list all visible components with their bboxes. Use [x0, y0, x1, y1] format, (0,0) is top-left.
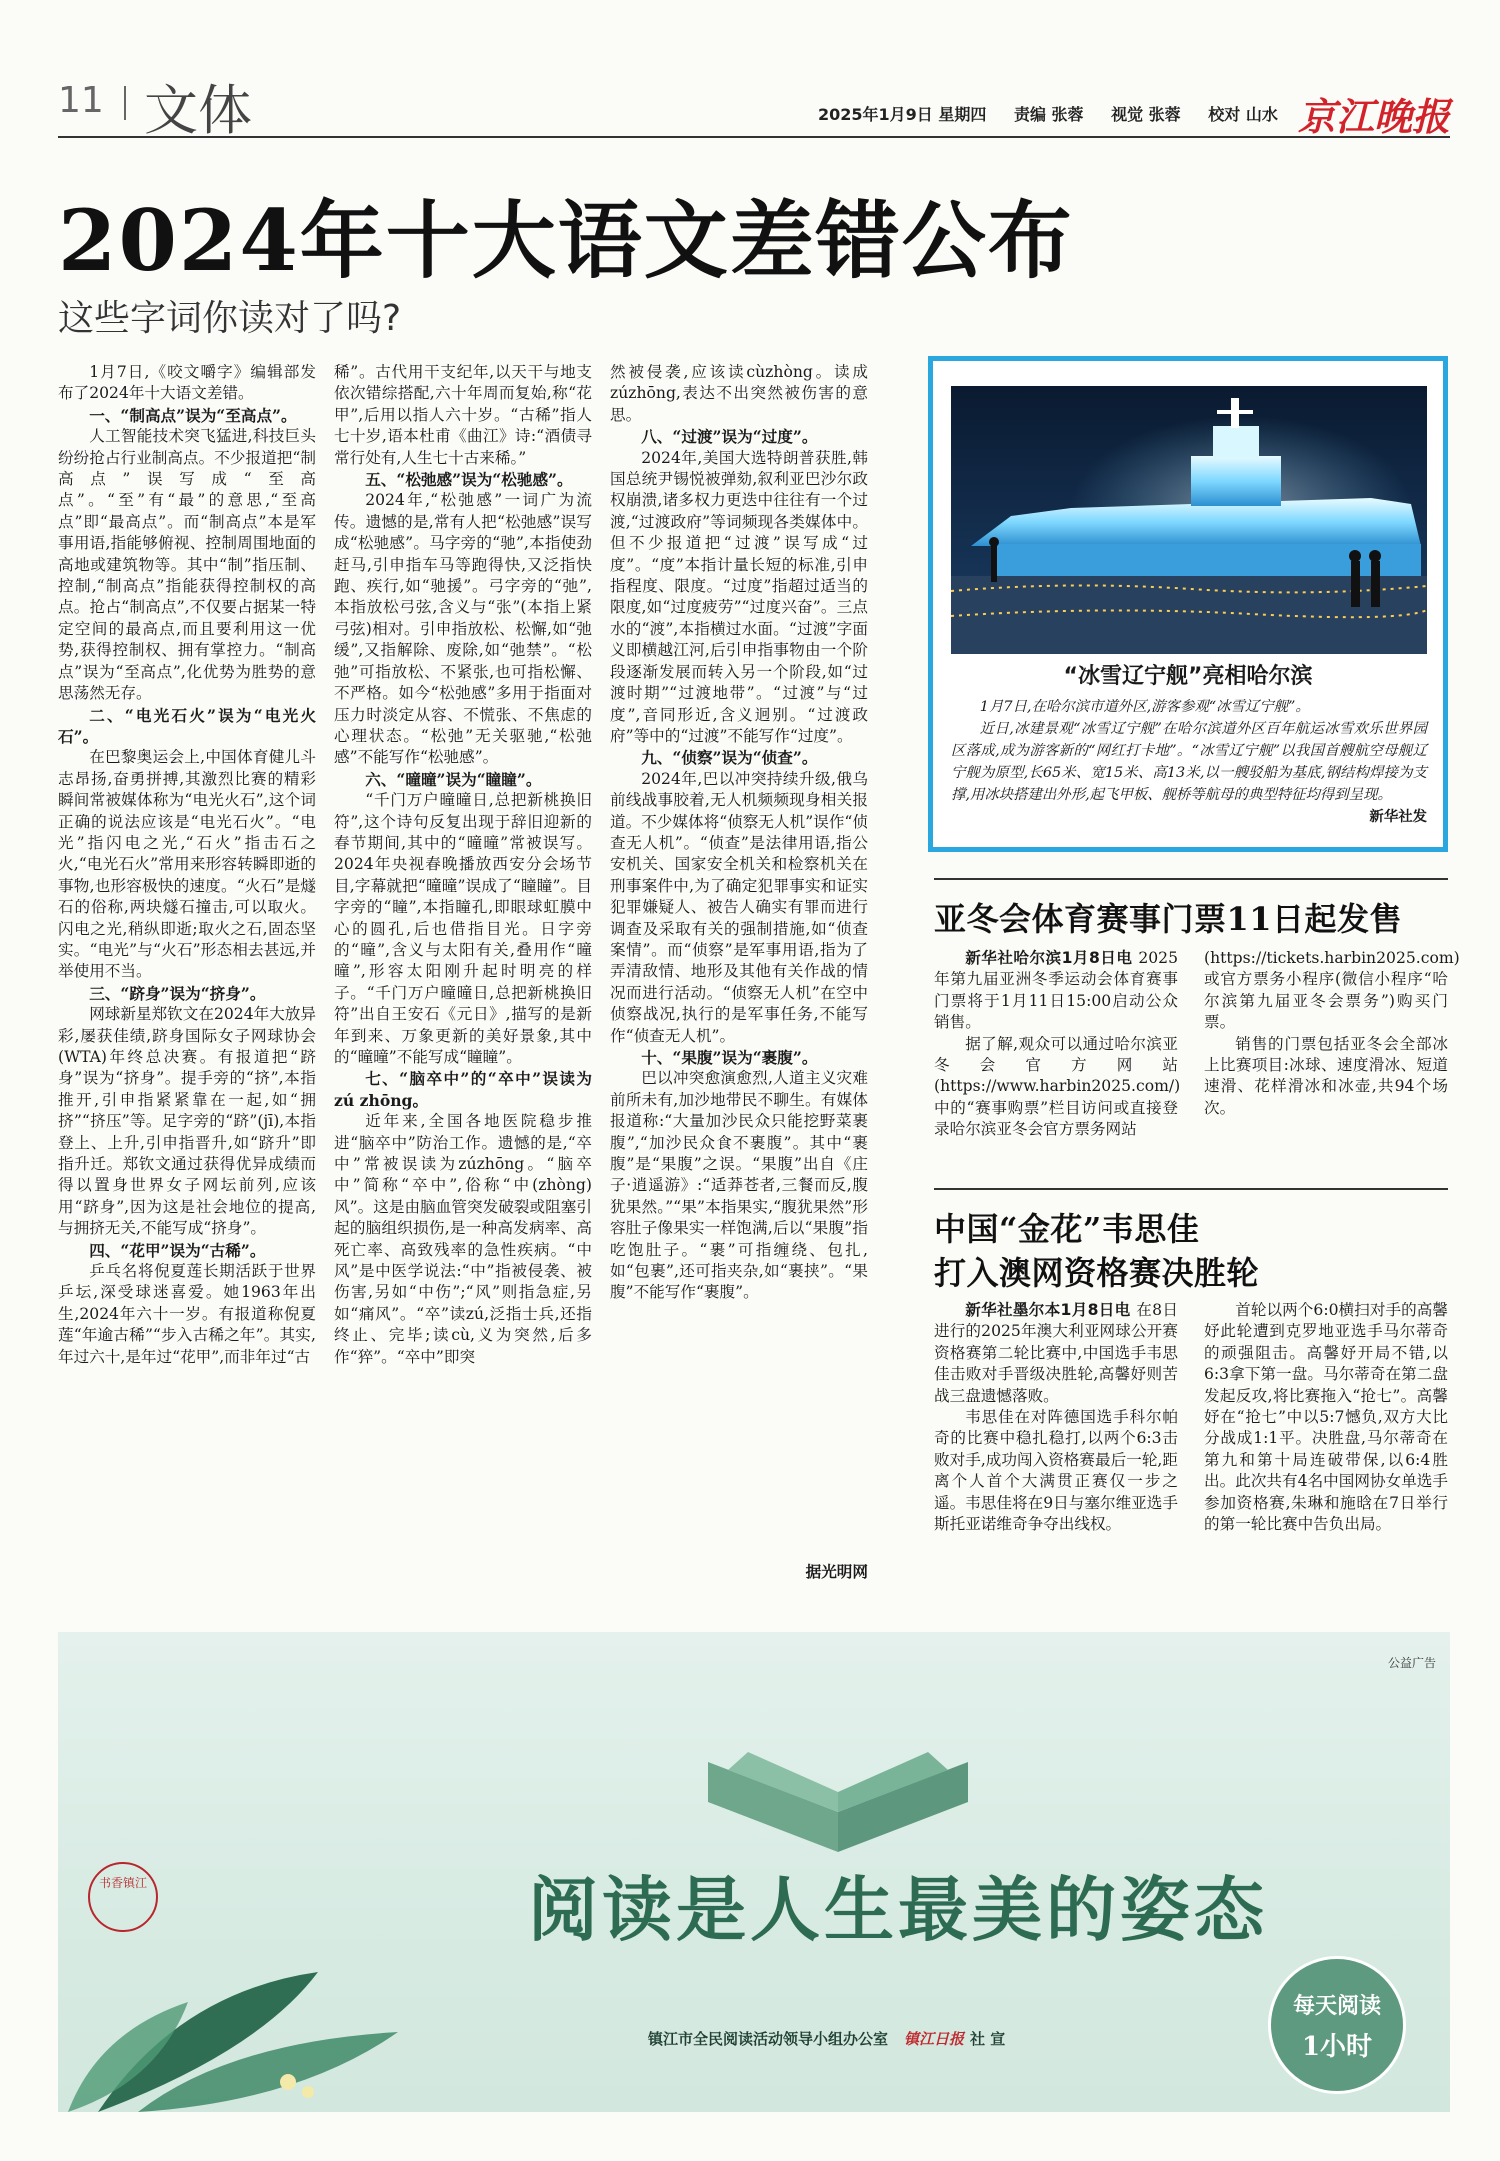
photo-caption-line1: 1月7日,在哈尔滨市道外区,游客参观“冰雪辽宁舰”。	[979, 699, 1310, 715]
story3-column-1	[934, 1300, 1178, 1600]
ice-ship-photo	[951, 386, 1427, 654]
story3-headline-line1: 中国“金花”韦思佳	[934, 1210, 1200, 1248]
story2-top-rule	[934, 878, 1448, 880]
paragraph: 1月7日,《咬文嚼字》编辑部发布了2024年十大语文差错。	[58, 363, 316, 403]
story2-column-1	[934, 948, 1181, 1139]
ad-slogan: 阅读是人生最美的姿态	[528, 1868, 1268, 1951]
paragraph: “千门万户曈曈日,总把新桃换旧符”,这个诗句反复出现于辞旧迎新的春节期间,其中的“曈曈”常被误写。2024年央视春晚播放西安分会场节目,字幕就把“曈曈”误成了“瞳瞳”。目字旁的“瞳”,本指瞳孔,即眼球虹膜中心的圆孔,后也借指目光。日字旁的“曈”,含义与太阳有关,叠用作“曈曈”,形容太阳刚升起时明亮的样子。“千门万户曈曈日,总把新桃换旧符”出自王安石《元日》,描写的是新年到来、万象更新的美好景象,其中的“曈曈”不能写成“瞳瞳”。	[334, 791, 592, 1066]
dateline: 新华社墨尔本1月8日电	[965, 1301, 1137, 1319]
section-heading: 一、“制高点”误为“至高点”。	[89, 405, 297, 425]
section-heading: 八、“过渡”误为“过度”。	[641, 427, 818, 447]
leaf-decoration-icon	[58, 1932, 418, 2112]
page-separator	[124, 86, 126, 120]
ad-footer	[648, 2028, 1005, 2049]
section-heading: 四、“花甲”误为“古稀”。	[89, 1240, 266, 1260]
story2-column-2	[1204, 948, 1460, 1117]
newspaper-logo: 京江晚报	[1297, 94, 1450, 139]
paragraph: 首轮以两个6:0横扫对手的高馨妤此轮遭到克罗地亚选手马尔蒂奇的顽强阻击。高馨妤开局不错,以6:3拿下第一盘。马尔蒂奇在第二盘发起反攻,将比赛拖入“抢七”。高馨妤在“抢七”中以5:7憾负,双方大比分战成1:1平。决胜盘,马尔蒂奇在第九和第十局连破带保,以6:4胜出。此次共有4名中国网协女单选手参加资格赛,朱琳和施晗在7日举行的第一轮比赛中告负出局。	[1204, 1301, 1448, 1534]
photo-box	[928, 356, 1448, 852]
ad-footer-org: 镇江市全民阅读活动领导小组办公室	[648, 2030, 889, 2048]
paragraph: 巴以冲突愈演愈烈,人道主义灾难前所未有,加沙地带民不聊生。有媒体报道称:“大量加沙民众只能挖野菜裹腹”,“加沙民众食不裹腹”。其中“裹腹”是“果腹”之误。“果腹”出自《庄子·逍遥游》:“适莽苍者,三餐而反,腹犹果然。”“果”本指果实,“腹犹果然”形容肚子像果实一样饱满,后以“果腹”指吃饱肚子。“裹”可指缠绕、包扎,如“包裹”,还可指夹杂,如“裹挟”。“果腹”不能写作“裹腹”。	[610, 1069, 868, 1302]
ad-footer-paper-logo: 镇江日报	[904, 2030, 965, 2048]
lead-byline: 据光明网	[805, 1563, 868, 1581]
issue-date: 2025年1月9日 星期四	[818, 105, 987, 124]
section-heading: 三、“跻身”误为“挤身”。	[89, 983, 266, 1003]
lead-subhead: 这些字词你读对了吗?	[58, 298, 402, 339]
paragraph: 韦思佳在对阵德国选手科尔帕奇的比赛中稳扎稳打,以两个6:3击败对手,成功闯入资格赛最后一轮,距离个人首个大满贯正赛仅一步之遥。韦思佳将在9日与塞尔维亚选手斯托亚诺维奇争夺出线权。	[934, 1408, 1178, 1534]
paragraph: 乒乓名将倪夏莲长期活跃于世界乒坛,深受球迷喜爱。她1963年出生,2024年六十一岁。有报道称倪夏莲“年逾古稀”“步入古稀之年”。其实,年过六十,是年过“花甲”,而非年过“古	[58, 1262, 316, 1366]
badge-line2: 1小时	[1301, 2032, 1373, 2062]
lead-column-2	[334, 362, 592, 1614]
paragraph: 新华社墨尔本1月8日电 在8日进行的2025年澳大利亚网球公开赛资格赛第二轮比赛中,中国选手韦思佳击败对手晋级决胜轮,高馨妤则苦战三盘遗憾落败。	[934, 1301, 1178, 1405]
public-service-ad	[58, 1632, 1450, 2112]
book-icon	[698, 1742, 978, 1862]
paragraph: 销售的门票包括亚冬会全部冰上比赛项目:冰球、速度滑冰、短道速滑、花样滑冰和冰壶,共94个场次。	[1204, 1034, 1448, 1117]
story3-column-2	[1204, 1300, 1448, 1600]
reading-seal: 书香镇江	[88, 1862, 158, 1932]
proof-credit: 校对 山水	[1208, 105, 1278, 124]
paragraph: 然被侵袭,应该读cùzhòng。读成zúzhōng,表达不出突然被伤害的意思。	[610, 363, 868, 424]
paragraph: 网球新星郑钦文在2024年大放异彩,屡获佳绩,跻身国际女子网球协会(WTA)年终总决赛。有报道把“跻身”误为“挤身”。提手旁的“挤”,本指推开,引申指紧紧靠在一起,如“拥挤”“挤压”等。足字旁的“跻”(jī),本指登上、上升,引申指晋升,如“跻升”即指升迁。郑钦文通过获得优异成绩而得以置身世界女子网坛前列,应该用“跻身”,因为这是社会地位的提高,与拥挤无关,不能写成“挤身”。	[58, 1005, 316, 1238]
section-heading: 二、“电光石火”误为“电光火石”。	[58, 705, 316, 746]
paragraph: 2024年,美国大选特朗普获胜,韩国总统尹锡悦被弹劾,叙利亚巴沙尔政权崩溃,诸多权力更迭中往往有一个过渡,“过渡政府”等词频现各类媒体中。但不少报道把“过渡”误写成“过度”。“度”本指计量长短的标准,引申指程度、限度。“过度”指超过适当的限度,如“过度疲劳”“过度兴奋”。三点水的“渡”,本指横过水面。“过渡”字面义即横越江河,后引申指事物由一个阶段逐渐发展而转入另一个阶段,如“过渡时期”“过渡地带”。“过渡”与“过度”,音同形近,含义迥别。“过渡政府”等中的“过渡”不能写作“过度”。	[610, 448, 868, 745]
paragraph: 2024年,巴以冲突持续升级,俄乌前线战事胶着,无人机频频现身相关报道。不少媒体将“侦察无人机”误作“侦查无人机”。“侦查”是法律用语,指公安机关、国家安全机关和检察机关在刑事案件中,为了确定犯罪事实和证实犯罪嫌疑人、被告人确实有罪而进行调查及采取有关的强制措施,如“侦查案情”。而“侦察”是军事用语,指为了弄清敌情、地形及其他有关作战的情况而进行活动。“侦察无人机”在空中侦察战况,执行的是军事任务,不能写作“侦查无人机”。	[610, 769, 868, 1045]
paragraph: 2024年,“松弛感”一词广为流传。遗憾的是,常有人把“松弛感”误写成“松驰感”。马字旁的“驰”,本指使劲赶马,引申指车马等跑得快,又泛指快跑、疾行,如“驰援”。弓字旁的“弛”,本指放松弓弦,含义与“张”(本指上紧弓弦)相对。引申指放松、松懈,如“弛缓”,又指解除、废除,如“弛禁”。“松弛”可指放松、不紧张,也可指松懈、不严格。如今“松弛感”多用于指面对压力时淡定从容、不慌张、不焦虑的心理状态。“松弛”无关驱驰,“松弛感”不能写作“松驰感”。	[334, 491, 592, 767]
paragraph: 据了解,观众可以通过哈尔滨亚冬会官方网站(https://www.harbin2025.com/)中的“赛事购票”栏目访问或直接登录哈尔滨亚冬会官方票务网站	[934, 1034, 1181, 1139]
paragraph: 近年来,全国各地医院稳步推进“脑卒中”防治工作。遗憾的是,“卒中”常被误读为zúzhōng。“脑卒中”简称“卒中”,俗称“中(zhòng)风”。这是由脑血管突发破裂或阻塞引起的脑组织损伤,是一种高发病率、高死亡率、高致残率的急性疾病。“中风”是中医学说法:“中”指被侵袭、被伤害,另如“中伤”;“风”则指急症,另如“痛风”。“卒”读zú,泛指士兵,还指终止、完毕;读cù,义为突然,后多作“猝”。“卒中”即突	[334, 1112, 592, 1366]
paragraph: 在巴黎奥运会上,中国体育健儿斗志昂扬,奋勇拼搏,其激烈比赛的精彩瞬间常被媒体称为“电光火石”,这个词正确的说法应该是“电光石火”。“电光”指闪电之光,“石火”指击石之火,“电光石火”常用来形容转瞬即逝的事物,也形容极快的速度。“火石”是燧石的俗称,两块燧石撞击,可以取火。闪电之光,稍纵即逝;取火之石,固态坚实。“电光”与“火石”形态相去甚远,并举使用不当。	[58, 748, 316, 981]
paragraph: 人工智能技术突飞猛进,科技巨头纷纷抢占行业制高点。不少报道把“制高点”误写成“至高点”。“至”有“最”的意思,“至高点”即“最高点”。而“制高点”本是军事用语,指能够俯视、控制周围地面的高地或建筑物等。其中“制”指压制、控制,“制高点”指能获得控制权的高点。抢占“制高点”,不仅要占据某一特定空间的最高点,而且要利用这一优势,获得控制权、拥有掌控力。“制高点”误为“至高点”,化优势为胜势的意思荡然无存。	[58, 427, 316, 703]
ad-footer-suffix: 社 宣	[970, 2030, 1006, 2048]
photo-credit: 新华社发	[1369, 809, 1427, 825]
photo-title: “冰雪辽宁舰”亮相哈尔滨	[1063, 664, 1313, 689]
badge-line1: 每天阅读	[1292, 1993, 1381, 2019]
photo-caption	[951, 696, 1427, 828]
section-name: 文体	[144, 79, 252, 142]
visual-credit: 视觉 张蓉	[1111, 105, 1181, 124]
story3-headline-line2: 打入澳网资格赛决胜轮	[934, 1254, 1260, 1292]
paragraph: 稀”。古代用干支纪年,以天干与地支依次错综搭配,六十年周而复始,称“花甲”,后用以指人六十岁。“古稀”指人七十岁,语本杜甫《曲江》诗:“酒债寻常行处有,人生七十古来稀。”	[334, 363, 592, 467]
ice-ship-illustration	[951, 386, 1427, 654]
section-heading: 十、“果腹”误为“裹腹”。	[641, 1048, 818, 1067]
photo-caption-body: 近日,冰建景观“冰雪辽宁舰”在哈尔滨道外区百年航运冰雪欢乐世界园区落成,成为游客新的“网红打卡地”。“冰雪辽宁舰”以我国首艘航空母舰辽宁舰为原型,长65米、宽15米、高13米,以一艘驳船为基底,钢结构焊接为支撑,用冰块搭建出外形,起飞甲板、舰桥等航母的典型特征均得到呈现。	[951, 721, 1427, 803]
paragraph: (https://tickets.harbin2025.com)或官方票务小程序(微信小程序“哈尔滨第九届亚冬会票务”)购买门票。	[1204, 949, 1460, 1032]
section-heading: 六、“曈曈”误为“瞳瞳”。	[365, 769, 542, 789]
story3-top-rule	[934, 1188, 1448, 1190]
section-heading: 五、“松弛感”误为“松驰感”。	[365, 470, 573, 490]
story2-headline: 亚冬会体育赛事门票11日起发售	[934, 900, 1403, 938]
ad-tag: 公益广告	[1387, 1656, 1436, 1670]
issue-meta	[818, 102, 1300, 125]
dateline: 新华社哈尔滨1月8日电	[965, 949, 1139, 967]
lead-headline: 2024年十大语文差错公布	[58, 191, 1074, 290]
page-number: 11	[58, 80, 104, 121]
daily-reading-badge	[1268, 1956, 1406, 2094]
section-heading: 七、“脑卒中”的“卒中”误读为zú zhōng。	[334, 1069, 592, 1110]
section-heading: 九、“侦察”误为“侦查”。	[641, 748, 818, 768]
masthead	[58, 56, 1450, 142]
editor-credit: 责编 张蓉	[1013, 105, 1084, 124]
lead-column-1	[58, 362, 316, 1614]
paragraph: 新华社哈尔滨1月8日电 2025年第九届亚洲冬季运动会体育赛事门票将于1月11日15:00启动公众销售。	[934, 949, 1178, 1032]
lead-column-3	[610, 362, 868, 1542]
